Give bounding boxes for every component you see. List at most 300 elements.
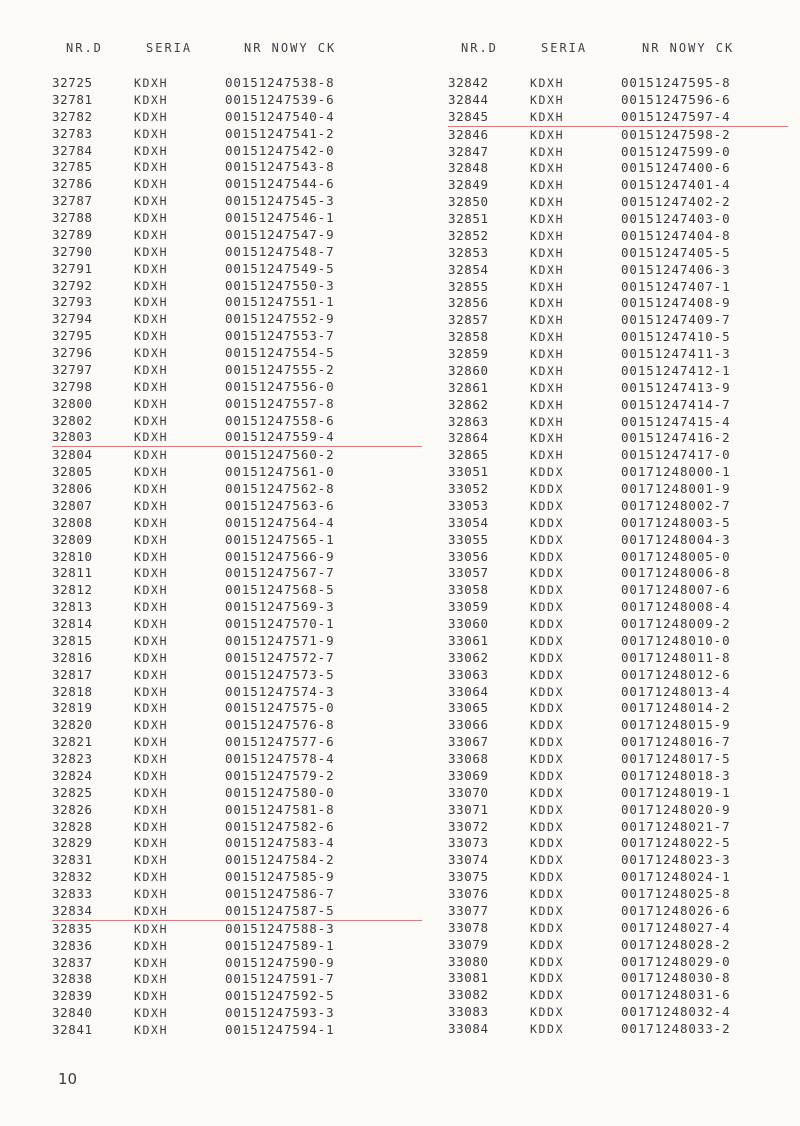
row-ck: 00151247549-5 [225,260,335,276]
row-ck: 00151247410-5 [621,329,731,345]
row-seria: KDDX [530,752,565,766]
table-row [52,278,422,295]
row-seria: KDDX [530,498,565,513]
table-row [52,464,422,481]
table-row [52,616,422,633]
row-nr: 32844 [448,91,489,107]
row-seria: KDXH [134,735,169,750]
row-seria: KDXH [134,718,169,733]
row-ck: 00171248024-1 [621,869,731,885]
row-ck: 00171248033-2 [621,1021,731,1036]
row-seria: KDDX [530,650,565,665]
table-row [448,599,788,616]
row-nr: 32811 [52,565,93,581]
row-nr: 33054 [448,514,489,530]
row-nr: 32812 [52,582,93,598]
row-seria: KDXH [134,346,169,360]
row-nr: 32856 [448,295,489,311]
row-ck: 00171248023-3 [621,852,731,868]
row-nr: 32824 [52,767,93,783]
table-row [448,363,788,380]
row-seria: KDXH [134,785,169,800]
row-nr: 32829 [52,835,93,851]
table-row [52,938,422,955]
row-nr: 32817 [52,666,93,682]
table-row [52,92,422,109]
table-row [52,667,422,684]
row-seria: KDXH [530,212,565,226]
table-row [52,362,422,379]
row-seria: KDXH [134,938,169,953]
table-row [52,532,422,549]
row-seria: KDXH [134,379,169,394]
row-ck: 00151247567-7 [225,565,335,581]
row-nr: 32857 [448,312,489,328]
row-seria: KDDX [530,684,565,699]
table-row [448,717,788,734]
row-ck: 00171248019-1 [621,784,731,800]
table-row [448,616,788,633]
row-nr: 33078 [448,919,489,935]
row-seria: KDDX [530,667,565,682]
row-seria: KDDX [530,954,565,969]
table-row [448,194,788,211]
row-ck: 00171248031-6 [621,987,731,1003]
row-seria: KDXH [134,566,169,581]
table-row [448,768,788,785]
row-ck: 00151247414-7 [621,396,731,412]
row-seria: KDXH [530,127,565,142]
row-nr: 32865 [448,447,489,463]
row-ck: 00151247584-2 [225,852,335,868]
row-ck: 00171248002-7 [621,497,731,513]
table-row [52,1005,422,1022]
row-nr: 32784 [52,142,93,158]
row-nr: 32818 [52,683,93,699]
row-nr: 32798 [52,378,93,394]
row-ck: 00151247579-2 [225,767,335,783]
row-ck: 00171248008-4 [621,599,731,615]
row-nr: 32815 [52,632,93,648]
row-seria: KDXH [530,431,565,446]
table-row [448,667,788,684]
table-row [448,329,788,346]
row-nr: 32853 [448,244,489,260]
row-seria: KDXH [134,819,169,834]
page-number: 10 [58,1070,78,1088]
table-row [52,159,422,176]
table-row [52,582,422,599]
row-seria: KDXH [134,633,169,648]
row-ck: 00171248014-2 [621,700,731,716]
row-ck: 00151247562-8 [225,481,335,496]
table-row [52,498,422,515]
row-seria: KDXH [134,768,169,783]
row-ck: 00171248030-8 [621,970,731,986]
table-row [448,903,788,920]
table-row [448,346,788,363]
row-ck: 00171248004-3 [621,531,731,547]
row-seria: KDXH [134,76,169,90]
table-row [52,684,422,701]
row-ck: 00171248000-1 [621,464,731,480]
row-nr: 33056 [448,548,489,564]
row-seria: KDXH [134,853,169,868]
row-ck: 00151247554-5 [225,345,335,360]
table-row [52,227,422,244]
row-seria: KDXH [134,903,169,918]
row-nr: 32845 [448,108,489,124]
row-nr: 32791 [52,260,93,276]
header-right-seria: SERIA [541,41,588,55]
row-nr: 33066 [448,717,489,733]
row-seria: KDXH [134,465,169,480]
row-ck: 00151247407-1 [621,278,731,294]
row-ck: 00151247585-9 [225,869,335,885]
row-ck: 00151247566-9 [225,548,335,564]
table-row [448,211,788,228]
header-left-ck: NR NOWY CK [244,41,337,55]
table-row [52,751,422,768]
table-row [448,481,788,498]
row-nr: 33072 [448,818,489,834]
row-ck: 00151247413-9 [621,379,731,395]
row-nr: 32832 [52,869,93,885]
table-row [52,903,422,921]
table-row [52,210,422,227]
row-ck: 00151247405-5 [621,244,731,260]
row-seria: KDXH [134,295,169,310]
left-table [52,75,422,1039]
table-row [52,396,422,413]
row-nr: 32804 [52,447,93,463]
row-ck: 00151247597-4 [621,108,731,124]
row-nr: 32796 [52,345,93,360]
row-seria: KDDX [530,600,565,615]
row-seria: KDXH [134,684,169,699]
table-row [52,244,422,261]
row-ck: 00151247416-2 [621,430,731,446]
row-seria: KDXH [134,109,169,124]
row-nr: 33075 [448,869,489,885]
row-nr: 32787 [52,193,93,209]
row-seria: KDXH [134,549,169,564]
row-nr: 33065 [448,700,489,716]
row-nr: 32808 [52,514,93,530]
row-seria: KDXH [134,92,169,107]
row-nr: 33079 [448,936,489,952]
table-row [448,75,788,92]
row-ck: 00171248025-8 [621,886,731,901]
row-nr: 32823 [52,751,93,766]
row-nr: 33082 [448,987,489,1003]
row-seria: KDXH [134,482,169,496]
row-ck: 00151247400-6 [621,160,731,176]
row-seria: KDXH [134,752,169,766]
row-ck: 00151247573-5 [225,666,335,682]
row-seria: KDXH [530,92,565,107]
row-nr: 32861 [448,379,489,395]
row-ck: 00171248003-5 [621,514,731,530]
row-ck: 00151247559-4 [225,429,335,445]
table-row [52,700,422,717]
table-row [448,312,788,329]
table-row [448,414,788,431]
row-seria: KDXH [134,972,169,987]
table-row [448,582,788,599]
row-seria: KDDX [530,515,565,530]
table-row [448,160,788,177]
row-ck: 00151247546-1 [225,210,335,225]
table-row [448,447,788,464]
row-seria: KDXH [134,227,169,242]
row-nr: 32792 [52,277,93,293]
table-row [448,245,788,262]
row-ck: 00151247586-7 [225,886,335,901]
row-seria: KDXH [530,414,565,429]
row-ck: 00151247574-3 [225,683,335,699]
row-nr: 32782 [52,108,93,124]
row-nr: 32781 [52,91,93,107]
row-ck: 00151247541-2 [225,125,335,141]
table-row [52,599,422,616]
row-nr: 33064 [448,683,489,699]
row-seria: KDXH [530,195,565,210]
table-row [52,785,422,802]
row-ck: 00151247415-4 [621,413,731,429]
table-row [448,987,788,1004]
row-ck: 00171248016-7 [621,734,731,750]
row-seria: KDXH [134,329,169,344]
table-row [52,379,422,396]
table-row [448,650,788,667]
row-nr: 32858 [448,329,489,345]
row-ck: 00171248018-3 [621,767,731,783]
row-nr: 32816 [52,649,93,665]
row-nr: 33070 [448,784,489,800]
row-ck: 00151247548-7 [225,243,335,259]
row-nr: 32831 [52,852,93,868]
row-ck: 00151247578-4 [225,751,335,766]
row-seria: KDXH [134,515,169,530]
table-row [448,565,788,582]
row-seria: KDDX [530,819,565,834]
header-left-nr: NR.D [66,41,103,55]
right-table [448,75,788,1038]
row-nr: 32821 [52,734,93,750]
table-row [448,1021,788,1038]
table-row [448,684,788,701]
row-ck: 00151247402-2 [621,194,731,210]
row-nr: 33059 [448,599,489,615]
row-ck: 00151247543-8 [225,159,335,175]
row-nr: 32849 [448,177,489,193]
table-row [52,633,422,650]
row-seria: KDXH [530,161,565,176]
row-seria: KDDX [530,937,565,952]
row-seria: KDDX [530,1022,565,1036]
row-seria: KDXH [134,430,169,445]
row-ck: 00151247404-8 [621,227,731,243]
row-seria: KDXH [134,921,169,936]
row-ck: 00151247412-1 [621,362,731,378]
table-row [52,176,422,193]
row-nr: 33063 [448,666,489,682]
table-row [448,937,788,954]
table-row [448,734,788,751]
row-seria: KDXH [134,261,169,276]
row-nr: 32837 [52,954,93,970]
row-nr: 33076 [448,886,489,901]
row-nr: 32842 [448,75,489,90]
table-row [52,413,422,430]
row-nr: 32810 [52,548,93,564]
row-seria: KDXH [134,650,169,665]
row-nr: 33053 [448,497,489,513]
row-ck: 00151247403-0 [621,211,731,226]
row-seria: KDDX [530,920,565,935]
row-seria: KDXH [134,498,169,513]
table-row [448,464,788,481]
row-nr: 32854 [448,261,489,277]
row-ck: 00151247542-0 [225,142,335,158]
table-row [52,549,422,566]
row-ck: 00171248013-4 [621,683,731,699]
row-ck: 00151247598-2 [621,126,731,142]
row-ck: 00171248005-0 [621,548,731,564]
row-ck: 00151247564-4 [225,514,335,530]
table-row [448,144,788,161]
row-seria: KDXH [134,278,169,293]
row-nr: 33055 [448,531,489,547]
row-seria: KDXH [134,448,169,463]
row-seria: KDXH [134,126,169,141]
table-row [52,971,422,988]
table-row [448,92,788,109]
row-seria: KDDX [530,971,565,986]
row-nr: 32833 [52,886,93,901]
row-ck: 00151247570-1 [225,616,335,631]
row-nr: 32800 [52,395,93,411]
row-nr: 32814 [52,616,93,631]
row-nr: 32820 [52,717,93,733]
row-seria: KDXH [134,194,169,209]
row-nr: 32803 [52,429,93,445]
row-seria: KDXH [134,870,169,885]
row-ck: 00151247594-1 [225,1022,335,1037]
row-seria: KDDX [530,887,565,901]
row-ck: 00151247581-8 [225,801,335,817]
table-row [448,532,788,549]
table-row [52,143,422,160]
row-ck: 00171248022-5 [621,835,731,851]
row-nr: 32859 [448,346,489,361]
row-ck: 00171248011-8 [621,649,731,665]
row-seria: KDXH [134,244,169,259]
table-row [448,633,788,650]
row-ck: 00151247596-6 [621,91,731,107]
row-nr: 32795 [52,328,93,344]
row-seria: KDDX [530,903,565,918]
row-ck: 00151247544-6 [225,176,335,192]
row-nr: 33061 [448,632,489,648]
row-ck: 00171248029-0 [621,953,731,969]
row-nr: 32835 [52,920,93,936]
table-row [52,193,422,210]
row-ck: 00151247563-6 [225,497,335,513]
row-ck: 00171248006-8 [621,565,731,581]
table-row [448,835,788,852]
row-seria: KDXH [134,617,169,631]
row-nr: 32839 [52,988,93,1004]
row-nr: 32789 [52,226,93,242]
row-nr: 33077 [448,902,489,918]
row-ck: 00151247560-2 [225,447,335,463]
row-ck: 00151247583-4 [225,835,335,851]
row-nr: 32848 [448,160,489,176]
table-row [52,1022,422,1039]
row-nr: 32783 [52,125,93,141]
row-seria: KDXH [134,1023,169,1037]
table-row [448,954,788,971]
row-seria: KDXH [134,143,169,158]
row-nr: 32793 [52,294,93,310]
row-seria: KDDX [530,785,565,800]
row-ck: 00151247401-4 [621,177,731,193]
row-ck: 00151247545-3 [225,193,335,209]
row-ck: 00151247591-7 [225,971,335,987]
table-row [52,261,422,278]
row-seria: KDDX [530,853,565,868]
table-row [448,177,788,194]
row-nr: 33069 [448,767,489,783]
row-nr: 32850 [448,194,489,210]
row-seria: KDXH [134,1006,169,1021]
header-right-nr: NR.D [461,41,498,55]
row-nr: 32846 [448,126,489,142]
row-seria: KDDX [530,718,565,733]
row-ck: 00151247569-3 [225,599,335,615]
row-ck: 00151247540-4 [225,108,335,124]
row-ck: 00151247553-7 [225,328,335,344]
row-nr: 32786 [52,176,93,192]
row-seria: KDDX [530,566,565,581]
row-seria: KDXH [530,347,565,361]
row-ck: 00151247417-0 [621,447,731,463]
row-nr: 33081 [448,970,489,986]
table-row [52,819,422,836]
row-seria: KDXH [530,228,565,243]
row-ck: 00151247577-6 [225,734,335,750]
table-row [448,970,788,987]
row-ck: 00151247551-1 [225,294,335,310]
row-seria: KDXH [530,448,565,463]
row-seria: KDDX [530,549,565,564]
table-row [448,515,788,532]
row-seria: KDXH [134,955,169,970]
row-ck: 00151247587-5 [225,902,335,918]
row-nr: 32806 [52,481,93,496]
table-row [448,751,788,768]
row-seria: KDXH [530,279,565,294]
row-ck: 00151247561-0 [225,464,335,480]
row-seria: KDXH [530,313,565,328]
table-row [448,279,788,296]
row-nr: 33084 [448,1021,489,1036]
row-ck: 00151247595-8 [621,75,731,90]
row-ck: 00151247406-3 [621,261,731,277]
row-ck: 00151247557-8 [225,395,335,411]
